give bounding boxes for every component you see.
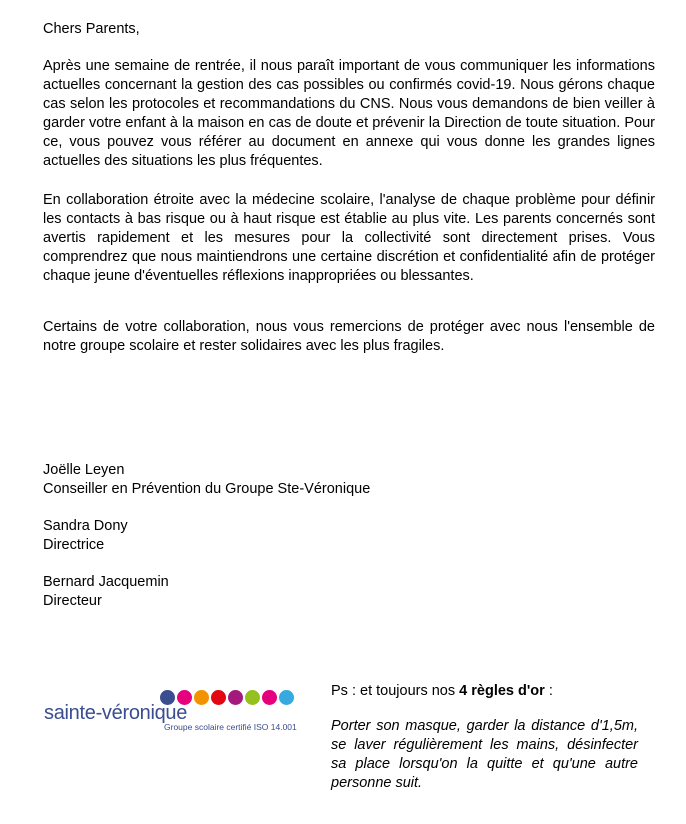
signature-block-2 [43, 517, 128, 555]
school-logo [44, 686, 324, 736]
logo-dot [211, 690, 226, 705]
signature-name: Joëlle Leyen [43, 462, 125, 478]
logo-dot [262, 690, 277, 705]
ps-title [331, 682, 553, 701]
signature-block-3 [43, 573, 169, 611]
logo-tagline: Groupe scolaire certifié ISO 14.001 [164, 722, 297, 732]
paragraph-1: Après une semaine de rentrée, il nous paraît important de vous communiquer les informations actuelles concernant la gestion des cas possibles ou confirmés covid-19. Nous gérons chaque cas selon les protocoles et recommandations du CNS. Nous vous demandons de bien veiller à garder votre enfant à la maison en cas de doute et prévenir la Direction de toute situation. Pour ce, vous pouvez vous référer au document en annexe qui vous donne les grandes lignes actuelles des situations les plus fréquentes. [43, 58, 655, 169]
ps-highlight: 4 règles d'or [459, 683, 545, 699]
ps-rules-text: Porter son masque, garder la distance d'1,5m, se laver régulièrement les mains, désinfecter sa place lorsqu'on la quitte et qu'une autre personne suit. [331, 718, 638, 791]
paragraph-3: Certains de votre collaboration, nous vous remercions de protéger avec nous l'ensemble de notre groupe scolaire et rester solidaires avec les plus fragiles. [43, 319, 655, 354]
signature-name: Bernard Jacquemin [43, 574, 169, 590]
logo-dot [194, 690, 209, 705]
ps-suffix: : [544, 683, 553, 699]
signature-name: Sandra Dony [43, 518, 128, 534]
logo-dot [279, 690, 294, 705]
salutation: Chers Parents, [43, 21, 140, 37]
logo-dot [228, 690, 243, 705]
signature-block-1 [43, 461, 370, 499]
signature-role: Directeur [43, 593, 102, 609]
logo-name: sainte-véronique [44, 702, 188, 724]
signature-role: Conseiller en Prévention du Groupe Ste-Véronique [43, 481, 371, 497]
paragraph-2: En collaboration étroite avec la médecine scolaire, l'analyse de chaque problème pour définir les contacts à bas risque ou à haut risque est établie au plus vite. Les parents concernés sont avertis rapidement et les mesures pour la collectivité sont directement prises. Vous comprendrez que nous maintiendrons une certaine discrétion et confidentialité afin de protéger chaque jeune d'éventuelles réflexions inappropriées ou blessantes. [43, 192, 655, 284]
ps-prefix: Ps : et toujours nos [331, 683, 460, 699]
logo-dot [245, 690, 260, 705]
signature-role: Directrice [43, 537, 105, 553]
